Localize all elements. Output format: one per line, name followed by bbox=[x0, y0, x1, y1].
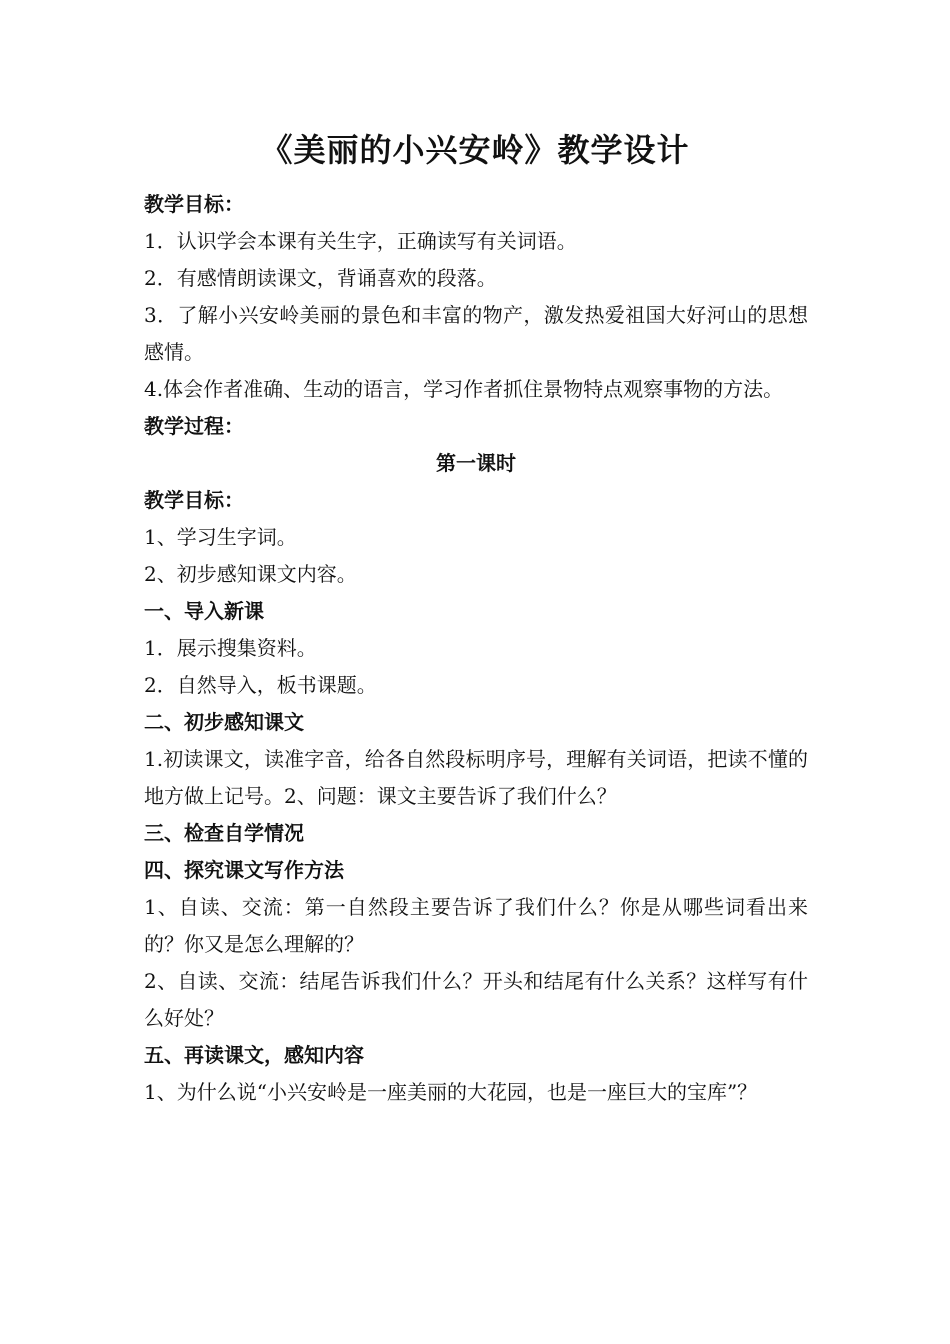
step-4-item-1: 1、自读、交流：第一自然段主要告诉了我们什么？你是从哪些词看出来的？你又是怎么理解的？ bbox=[144, 895, 808, 956]
objective-item-2: 2．有感情朗读课文，背诵喜欢的段落。 bbox=[144, 266, 497, 290]
step-1-item-2: 2．自然导入，板书课题。 bbox=[144, 673, 377, 697]
step-4-item-2: 2、自读、交流：结尾告诉我们什么？开头和结尾有什么关系？这样写有什么好处？ bbox=[144, 969, 808, 1030]
step-heading-3: 三、检查自学情况 bbox=[144, 821, 304, 845]
objective-item-1: 1．认识学会本课有关生字，正确读写有关词语。 bbox=[144, 229, 577, 253]
lesson-objective-item-1: 1、学习生字词。 bbox=[144, 525, 297, 549]
document-body bbox=[144, 186, 808, 1111]
section-heading-objectives: 教学目标： bbox=[144, 192, 244, 216]
step-2-item-1: 1.初读课文，读准字音，给各自然段标明序号，理解有关词语，把读不懂的地方做上记号。2、问题：课文主要告诉了我们什么？ bbox=[144, 747, 808, 808]
step-1-item-1: 1．展示搜集资料。 bbox=[144, 636, 317, 660]
step-5-item-1: 1、为什么说“小兴安岭是一座美丽的大花园，也是一座巨大的宝库”？ bbox=[144, 1080, 758, 1104]
lesson-objective-item-2: 2、初步感知课文内容。 bbox=[144, 562, 357, 586]
objective-item-4: 4.体会作者准确、生动的语言，学习作者抓住景物特点观察事物的方法。 bbox=[144, 377, 784, 401]
step-heading-1: 一、导入新课 bbox=[144, 599, 264, 623]
step-heading-4: 四、探究课文写作方法 bbox=[144, 858, 344, 882]
step-heading-2: 二、初步感知课文 bbox=[144, 710, 304, 734]
lesson-period-heading: 第一课时 bbox=[436, 451, 516, 475]
step-heading-5: 五、再读课文，感知内容 bbox=[144, 1043, 364, 1067]
document-title: 《美丽的小兴安岭》教学设计 bbox=[260, 131, 690, 169]
section-heading-process: 教学过程： bbox=[144, 414, 244, 438]
section-heading-lesson-objectives: 教学目标： bbox=[144, 488, 244, 512]
objective-item-3: 3．了解小兴安岭美丽的景色和丰富的物产，激发热爱祖国大好河山的思想感情。 bbox=[144, 303, 808, 364]
